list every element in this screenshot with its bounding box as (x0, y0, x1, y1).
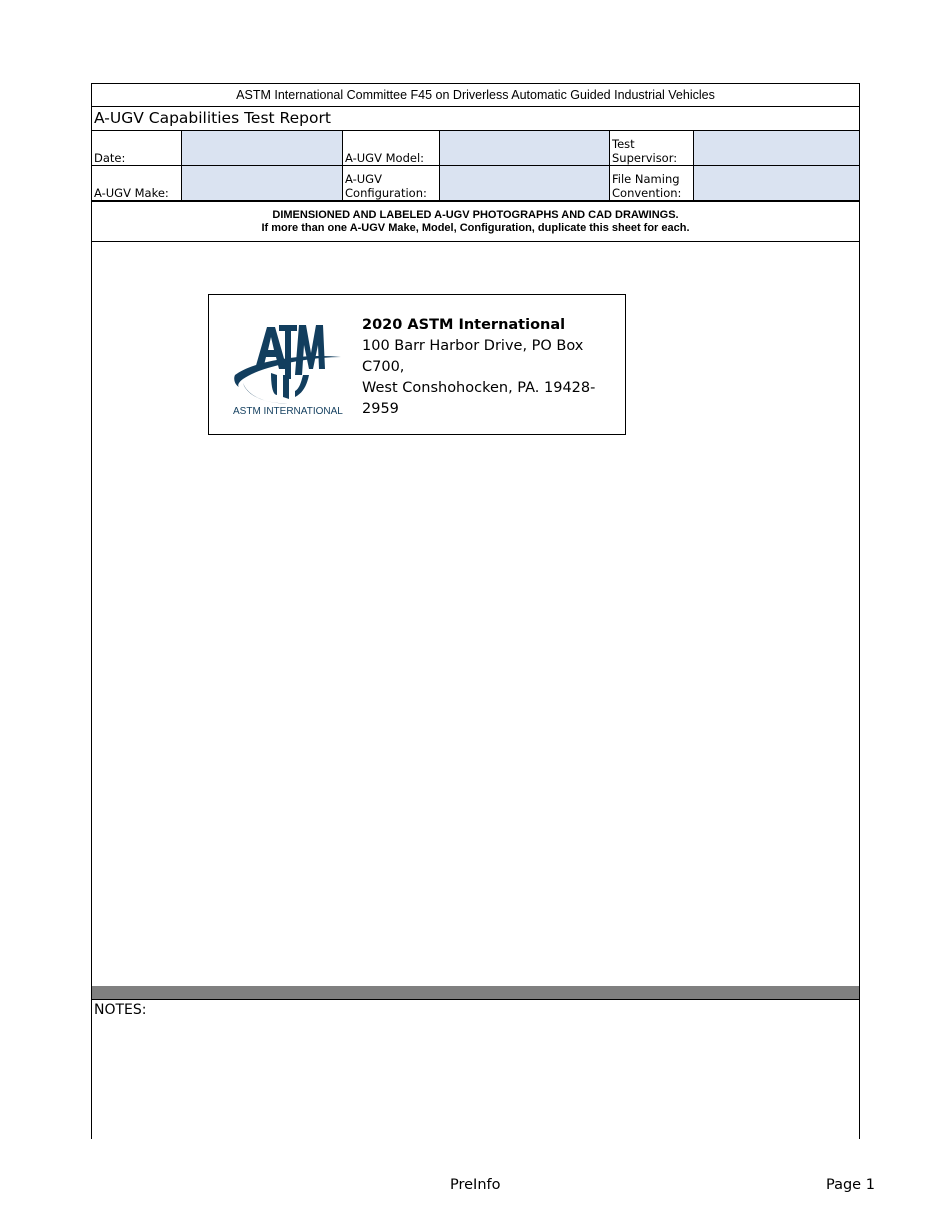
report-title: A-UGV Capabilities Test Report (92, 107, 859, 131)
report-sheet (91, 83, 860, 1139)
logo-caption: ASTM INTERNATIONAL (233, 406, 343, 417)
address-line2: West Conshohocken, PA. 19428-2959 (362, 380, 596, 417)
date-label: Date: (92, 131, 181, 166)
section-heading-line2: If more than one A-UGV Make, Model, Configuration, duplicate this sheet for each. (261, 222, 690, 234)
make-field[interactable] (181, 166, 342, 200)
address-line1: 100 Barr Harbor Drive, PO Box C700, (362, 338, 584, 375)
naming-label: File Naming Convention: (609, 166, 693, 200)
supervisor-label: Test Supervisor: (609, 131, 693, 166)
date-field[interactable] (181, 131, 342, 166)
notes-label: NOTES: (94, 1002, 147, 1018)
section-heading (92, 200, 859, 242)
make-label: A-UGV Make: (94, 186, 169, 200)
footer-page-number: Page 1 (826, 1177, 875, 1193)
section-divider (92, 986, 859, 1000)
naming-field[interactable] (693, 166, 859, 200)
astm-logo-icon (233, 313, 345, 419)
copyright-address (362, 315, 612, 420)
astm-logo (233, 313, 345, 419)
committee-header: ASTM International Committee F45 on Driverless Automatic Guided Industrial Vehicles (92, 84, 859, 107)
config-label: A-UGV Configuration: (342, 166, 439, 200)
config-field[interactable] (439, 166, 609, 200)
copyright-box (208, 294, 626, 435)
model-field[interactable] (439, 131, 609, 166)
section-heading-line1: DIMENSIONED AND LABELED A-UGV PHOTOGRAPHS AND CAD DRAWINGS. (272, 209, 679, 221)
footer-sheet-name: PreInfo (450, 1177, 501, 1193)
supervisor-field[interactable] (693, 131, 859, 166)
field-grid (92, 131, 859, 200)
copyright-org: 2020 ASTM International (362, 317, 566, 333)
model-label: A-UGV Model: (342, 131, 439, 166)
